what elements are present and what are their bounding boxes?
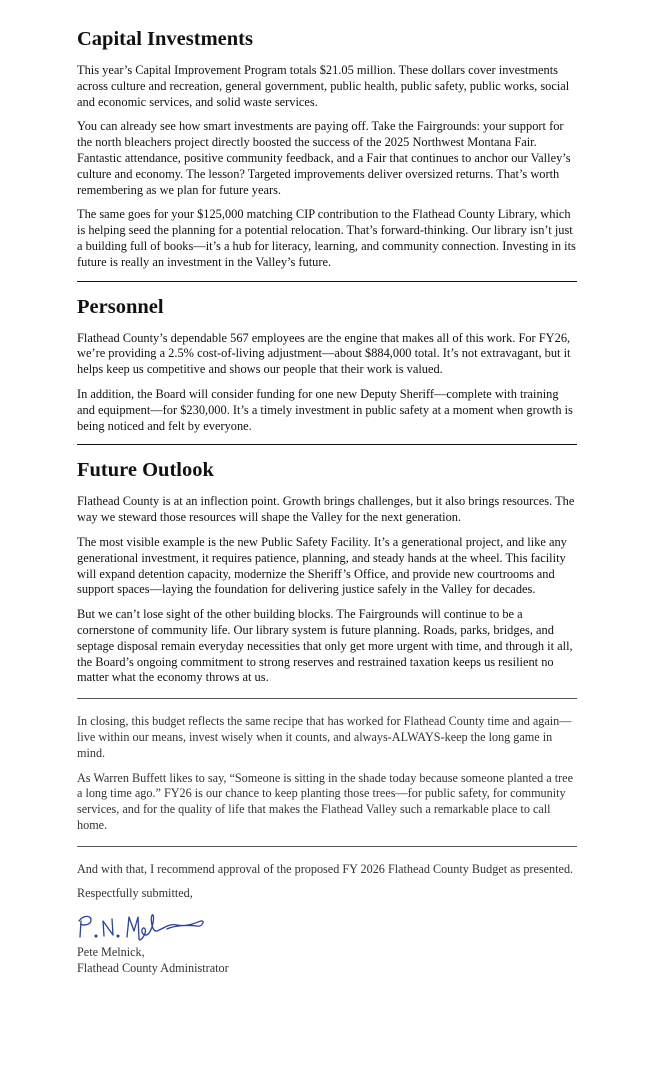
signer-title: Flathead County Administrator	[77, 961, 229, 976]
section-closing	[77, 714, 577, 834]
section-divider	[77, 846, 577, 847]
section-divider	[77, 444, 577, 445]
section-signoff	[77, 862, 577, 977]
paragraph: Flathead County is at an inflection point. Growth brings challenges, but it also brings resources. The way we steward those resources will shape the Valley for the next generation.	[77, 494, 575, 525]
section-future-outlook	[77, 457, 577, 686]
recommendation-text: And with that, I recommend approval of the proposed FY 2026 Flathead County Budget as presented.	[77, 861, 574, 876]
section-divider	[77, 698, 577, 699]
document-body	[77, 26, 577, 977]
signer-name: Pete Melnick,	[77, 945, 145, 960]
section-heading: Future Outlook	[77, 459, 214, 482]
section-divider	[77, 281, 577, 282]
paragraph: You can already see how smart investments are paying off. Take the Fairgrounds: your support for the north bleachers project directly boosted the success of the 2025 Northwest Montana Fair. Fantastic attendance, positive community feedback, and a Fair that continues to anchor our Valley’s culture and economy. The lesson? Targeted improvements deliver oversized returns. That’s worth remembering as we plan for future years.	[77, 119, 571, 197]
section-personnel	[77, 294, 577, 435]
paragraph: In closing, this budget reflects the same recipe that has worked for Flathead County time and again—live within our means, invest wisely when it counts, and always-ALWAYS-keep the long game in mind.	[77, 714, 572, 760]
signature-image	[77, 909, 217, 945]
paragraph: Flathead County’s dependable 567 employees are the engine that makes all of this work. For FY26, we’re providing a 2.5% cost-of-living adjustment—about $884,000 total. It’s not extravagant, but it helps keep us competitive and shows our people that their work is valued.	[77, 330, 571, 377]
signature	[77, 909, 577, 943]
paragraph: This year’s Capital Improvement Program totals $21.05 million. These dollars cover investments across culture and recreation, general government, public health, public safety, public works, social and economic services, and solid waste services.	[77, 63, 570, 109]
paragraph: The most visible example is the new Public Safety Facility. It’s a generational project, and like any generational investment, it requires patience, planning, and steady hands at the wheel. This facility will expand detention capacity, modernize the Sheriff’s Office, and provide new courtrooms and support spaces—laying the foundation for delivering justice safely in the Valley for decades.	[77, 534, 567, 597]
paragraph: As Warren Buffett likes to say, “Someone is sitting in the shade today because someone planted a tree a long time ago.” FY26 is our chance to keep planting those trees—for public safety, for community services, and for the quality of life that makes the Flathead Valley such a remarkable place to call home.	[77, 770, 573, 832]
respectfully-text: Respectfully submitted,	[77, 886, 193, 901]
paragraph: But we can’t lose sight of the other building blocks. The Fairgrounds will continue to be a cornerstone of community life. Our library system is future planning. Roads, parks, bridges, and septage disposal remain everyday necessities that only get more urgent with time, and through it all, the Board’s ongoing commitment to strong reserves and restrained taxation keeps us resilient no matter what the economy throws at us.	[77, 607, 573, 685]
section-heading: Personnel	[77, 295, 164, 318]
section-capital-investments	[77, 26, 577, 271]
section-heading: Capital Investments	[77, 28, 253, 50]
paragraph: In addition, the Board will consider funding for one new Deputy Sheriff—complete with training and equipment—for $230,000. It’s a timely investment in public safety at a moment when growth is being noticed and felt by everyone.	[77, 386, 573, 433]
paragraph: The same goes for your $125,000 matching CIP contribution to the Flathead County Library, which is helping seed the planning for a potential relocation. That’s forward-thinking. Our library isn’t just a building full of books—it’s a hub for literacy, learning, and community connection. Investing in its future is really an investment in the Valley’s future.	[77, 207, 576, 269]
